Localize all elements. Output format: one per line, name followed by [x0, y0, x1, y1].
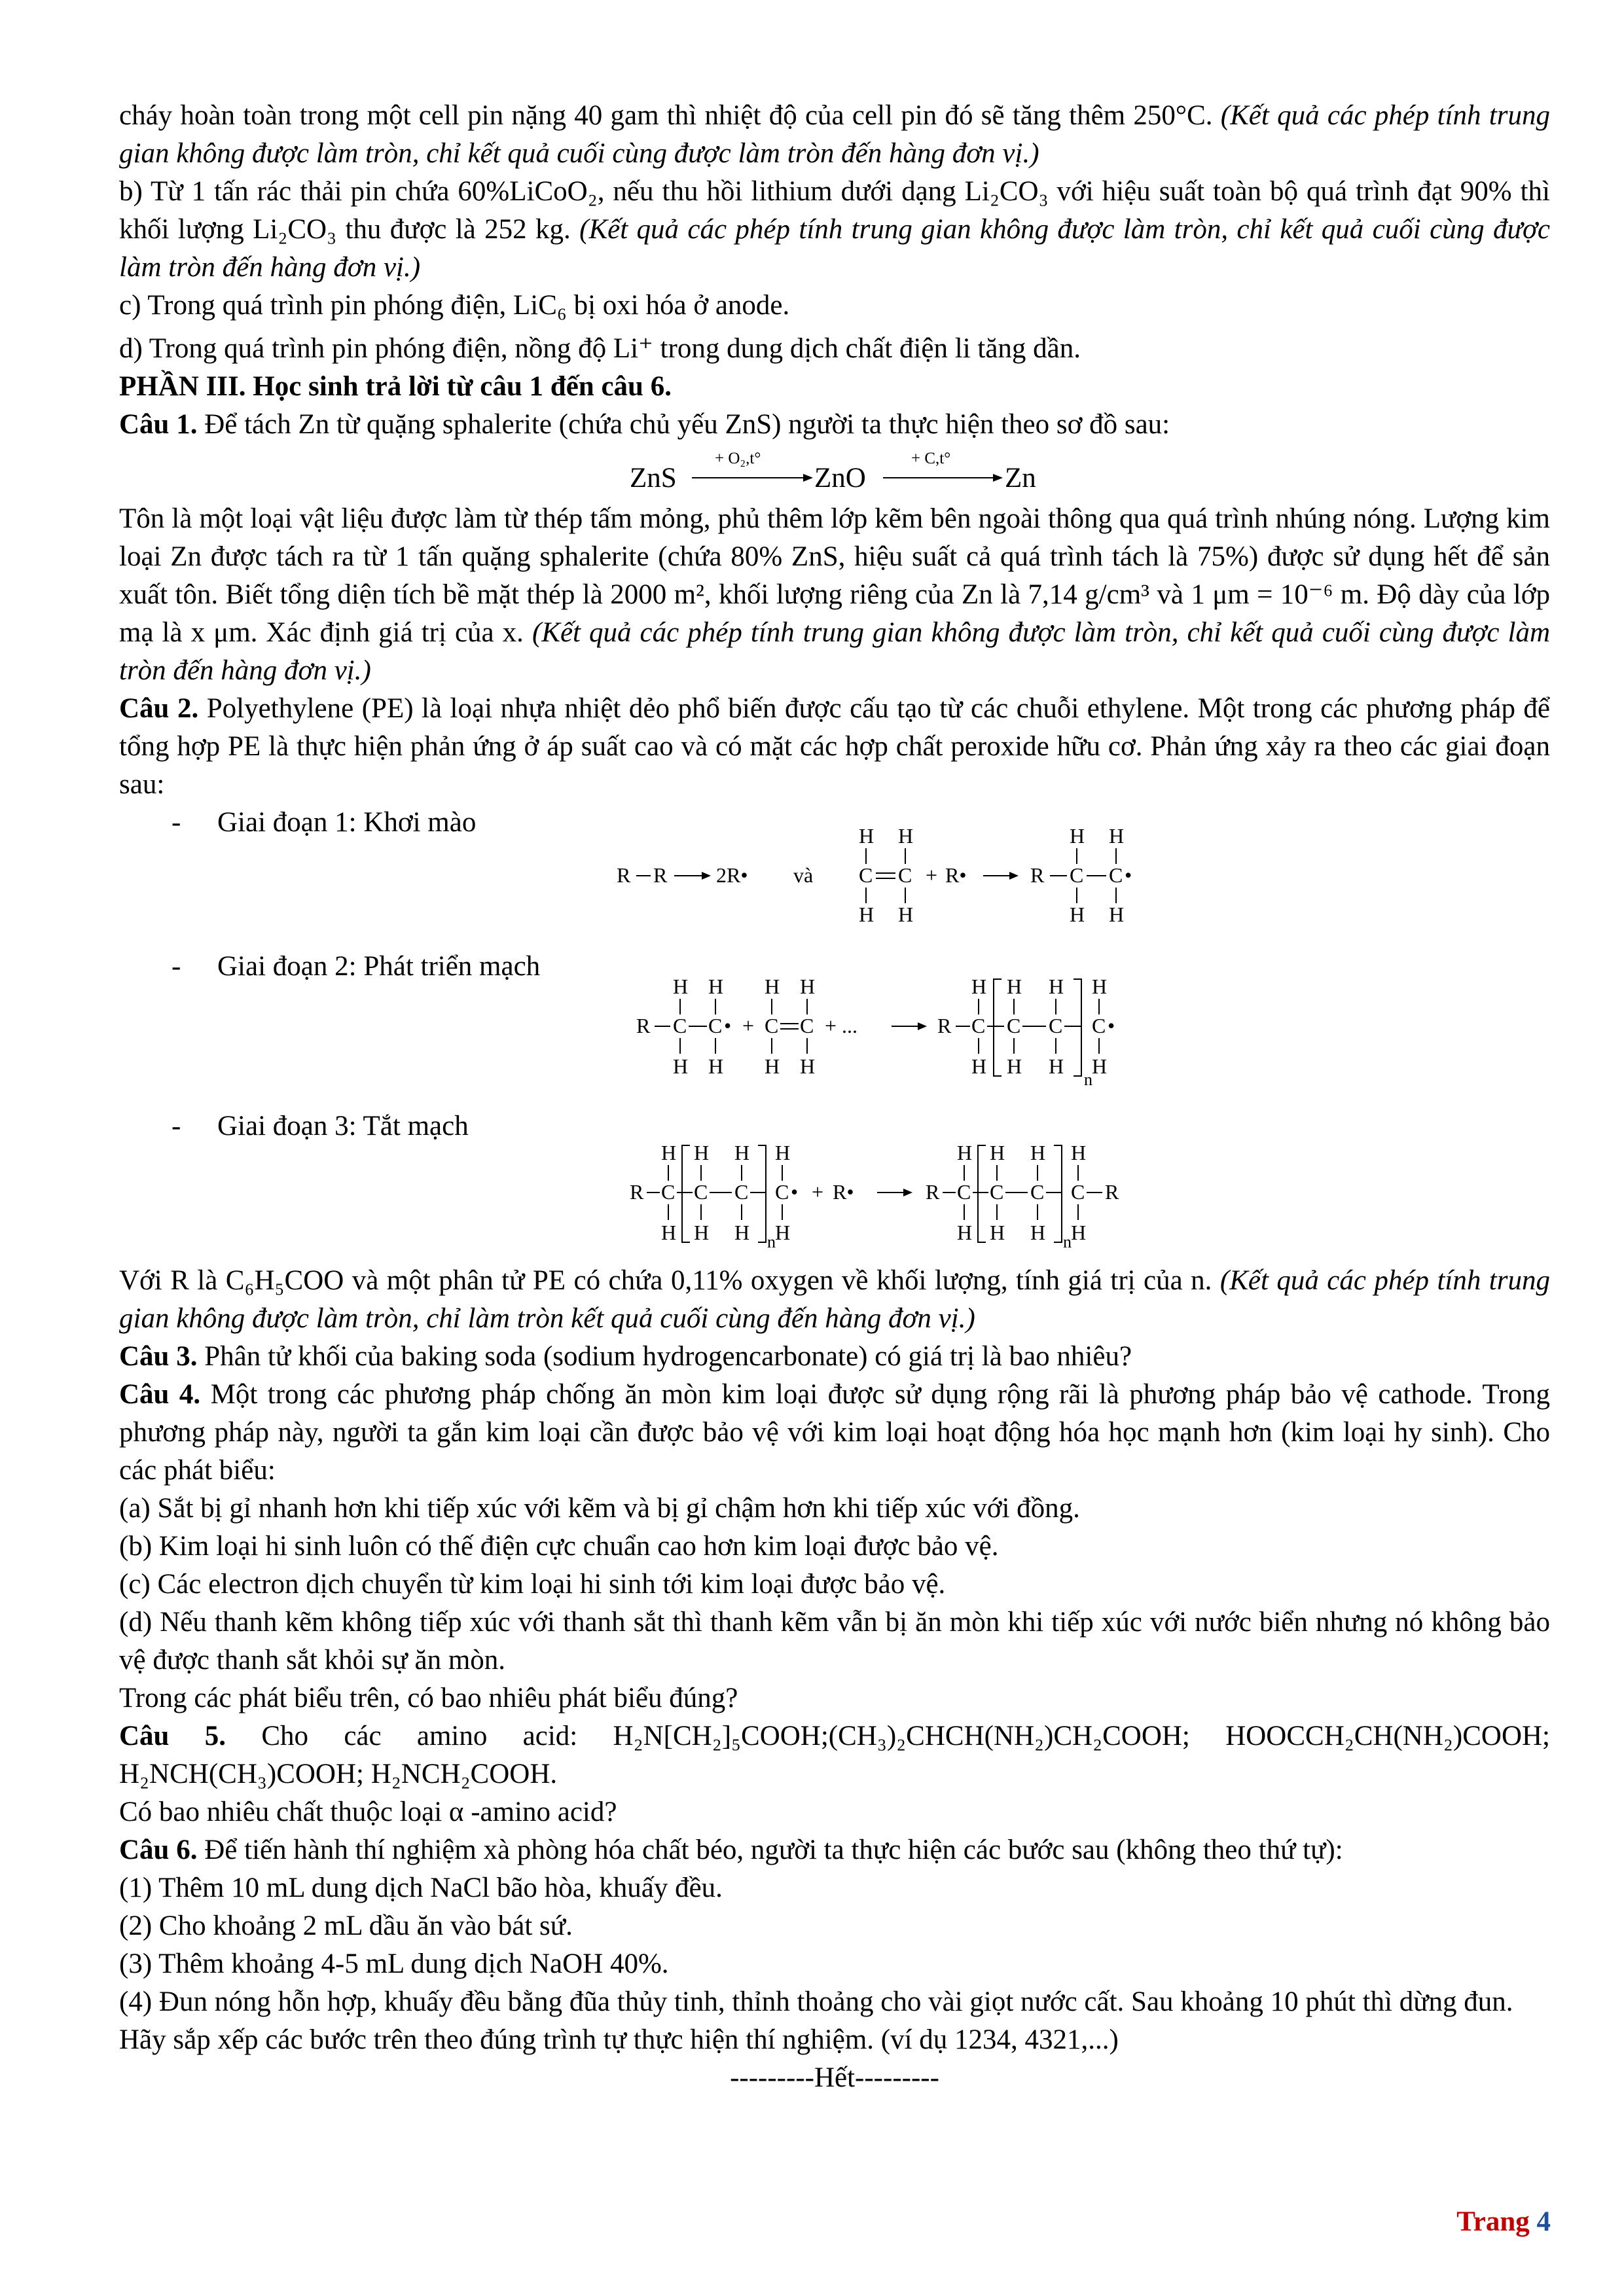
svg-text:C: C [859, 863, 873, 887]
svg-text:H: H [1070, 824, 1085, 848]
question-1: Câu 1. Để tách Zn từ quặng sphalerite (chứa chủ yếu ZnS) người ta thực hiện theo sơ đồ sau: [119, 409, 1170, 440]
question-4: Câu 4. Một trong các phương pháp chống ăn mòn kim loại được sử dụng rộng rãi là phương pháp bảo vệ cathode. Trong phương pháp này, người ta gắn kim loại cần được bảo vệ với kim loại hoạt động hóa học mạnh hơn (kim loại hy sinh). Cho các phát biểu: [119, 1379, 1550, 1486]
svg-text:H: H [957, 1141, 973, 1164]
svg-text:+ ...: + ... [825, 1014, 858, 1037]
svg-text:H: H [775, 1141, 791, 1164]
svg-text:R: R [653, 863, 668, 887]
svg-text:H: H [1071, 1141, 1087, 1164]
svg-text:R•: R• [945, 863, 967, 887]
svg-text:H: H [800, 975, 816, 998]
scheme-arrow1-head [803, 474, 813, 482]
question-6: Câu 6. Để tiến hành thí nghiệm xà phòng hóa chất béo, người ta thực hiện các bước sau (không theo thứ tự): [119, 1835, 1343, 1865]
svg-text:•: • [1125, 863, 1132, 887]
svg-text:H: H [800, 1054, 816, 1078]
scheme-arrow2-label: + C,t° [911, 450, 951, 467]
scheme-zns: ZnS [630, 463, 677, 493]
question-4-item-c: (c) Các electron dịch chuyển từ kim loại hi sinh tới kim loại được bảo vệ. [119, 1569, 946, 1600]
svg-text:C: C [694, 1180, 708, 1204]
question-6-step-2: (2) Cho khoảng 2 mL dầu ăn vào bát sứ. [119, 1910, 573, 1941]
svg-text:H: H [708, 1054, 724, 1078]
svg-text:+: + [742, 1014, 755, 1037]
svg-text:H: H [775, 1221, 791, 1244]
question-2: Câu 2. Polyethylene (PE) là loại nhựa nhiệt dẻo phổ biến được cấu tạo từ các chuỗi ethylene. Một trong các phương pháp để tổng hợp PE là thực hiện phản ứng ở áp suất cao và có mặt các hợp chất peroxide hữu cơ. Phản ứng xảy ra theo các giai đoạn sau: [119, 693, 1551, 800]
svg-text:R: R [926, 1180, 940, 1204]
svg-text:H: H [765, 975, 780, 998]
svg-text:R: R [1030, 863, 1045, 887]
svg-text:H: H [1070, 903, 1085, 926]
svg-text:C: C [957, 1180, 971, 1204]
svg-text:H: H [859, 824, 875, 848]
question-4-item-d: (d) Nếu thanh kẽm không tiếp xúc với thanh sắt thì thanh kẽm vẫn bị ăn mòn khi tiếp xúc với nước biển nhưng nó không bảo vệ được thanh sắt khỏi sự ăn mòn. [119, 1607, 1550, 1676]
page-number-value: 4 [1536, 2206, 1551, 2237]
svg-text:+: + [812, 1180, 824, 1204]
svg-text:C: C [708, 1014, 723, 1037]
svg-text:H: H [1092, 1054, 1108, 1078]
question-5: Câu 5. Cho các amino acid: H₂N[CH₂]₅COOH;(CH₃)₂CHCH(NH₂)CH₂COOH; HOOCCH₂CH(NH₂)COOH; H₂NCH(CH₃)COOH; H₂NCH₂COOH. [119, 1721, 1550, 1789]
scheme-zn: Zn [1005, 463, 1036, 493]
question-1-body: Tôn là một loại vật liệu được làm từ thép tấm mỏng, phủ thêm lớp kẽm bên ngoài thông qua quá trình nhúng nóng. Lượng kim loại Zn được tách ra từ 1 tấn quặng sphalerite (chứa 80% ZnS, hiệu suất cả quá trình tách là 75%) được sử dụng hết để sản xuất tôn. Biết tổng diện tích bề mặt thép là 2000 m², khối lượng riêng của Zn là 7,14 g/cm³ và 1 μm = 10⁻⁶ m. Độ dày của lớp mạ là x μm. Xác định giá trị của x. (Kết quả các phép tính trung gian không được làm tròn, chỉ kết quả cuối cùng được làm tròn đến hàng đơn vị.) [119, 503, 1551, 686]
propagation-formula [636, 975, 1115, 1088]
svg-text:H: H [1030, 1221, 1046, 1244]
stage-1-label: Giai đoạn 1: Khơi mào [217, 807, 477, 838]
svg-text:C: C [1109, 863, 1123, 887]
svg-text:C: C [775, 1180, 789, 1204]
statement-b: b) Từ 1 tấn rác thải pin chứa 60%LiCoO₂, nếu thu hồi lithium dưới dạng Li₂CO₃ với hiệu suất toàn bộ quá trình đạt 90% thì khối lượng Li₂CO₃ thu được là 252 kg. (Kết quả các phép tính trung gian không được làm tròn, chỉ kết quả cuối cùng được làm tròn đến hàng đơn vị.) [119, 176, 1550, 283]
svg-text:H: H [898, 824, 914, 848]
svg-text:H: H [1007, 1054, 1022, 1078]
svg-text:C: C [765, 1014, 779, 1037]
svg-text:R: R [636, 1014, 651, 1037]
svg-text:H: H [1109, 824, 1125, 848]
svg-text:H: H [694, 1221, 710, 1244]
svg-text:H: H [898, 903, 914, 926]
svg-text:H: H [990, 1141, 1005, 1164]
svg-text:R: R [937, 1014, 952, 1037]
svg-text:C: C [800, 1014, 814, 1037]
scheme-arrow2-head [993, 474, 1003, 482]
svg-text:C: C [971, 1014, 986, 1037]
svg-text:H: H [1007, 975, 1022, 998]
question-2-body: Với R là C₆H₅COO và một phân tử PE có chứa 0,11% oxygen về khối lượng, tính giá trị của n. (Kết quả các phép tính trung gian không được làm tròn, chỉ làm tròn kết quả cuối cùng đến hàng đơn vị.) [119, 1265, 1550, 1334]
svg-text:n: n [1063, 1232, 1072, 1247]
svg-text:H: H [1049, 1054, 1064, 1078]
svg-text:C: C [1071, 1180, 1085, 1204]
svg-text:C: C [673, 1014, 687, 1037]
svg-text:C: C [898, 863, 912, 887]
svg-text:C: C [1030, 1180, 1045, 1204]
svg-text:H: H [957, 1221, 973, 1244]
question-4-prompt: Trong các phát biểu trên, có bao nhiêu phát biểu đúng? [119, 1683, 738, 1713]
svg-text:H: H [673, 975, 689, 998]
question-6-prompt: Hãy sắp xếp các bước trên theo đúng trình tự thực hiện thí nghiệm. (ví dụ 1234, 4321,...) [119, 2024, 1119, 2055]
stage-2-label: Giai đoạn 2: Phát triển mạch [217, 951, 541, 982]
question-4-item-b: (b) Kim loại hi sinh luôn có thế điện cực chuẩn cao hơn kim loại được bảo vệ. [119, 1531, 999, 1562]
stage-2: - Giai đoạn 2: Phát triển mạch R H H C C • H H + H H C C H H + ... R H C H H H C C H H n H C • H [119, 948, 1550, 1088]
svg-text:H: H [1092, 975, 1108, 998]
svg-text:C: C [734, 1180, 749, 1204]
svg-text:và: và [793, 863, 814, 887]
question-3: Câu 3. Phân tử khối của baking soda (sodium hydrogencarbonate) có giá trị là bao nhiêu? [119, 1341, 1132, 1372]
page-number-label: Trang [1456, 2206, 1530, 2237]
svg-text:C: C [1070, 863, 1084, 887]
svg-text:•: • [1108, 1014, 1115, 1037]
statement-d: d) Trong quá trình pin phóng điện, nồng độ Li⁺ trong dung dịch chất điện li tăng dần. [119, 333, 1081, 364]
question-6-step-3: (3) Thêm khoảng 4-5 mL dung dịch NaOH 40%. [119, 1948, 669, 1979]
question-6-step-1: (1) Thêm 10 mL dung dịch NaCl bão hòa, khuấy đều. [119, 1873, 723, 1903]
svg-text:•: • [724, 1014, 732, 1037]
svg-text:H: H [990, 1221, 1005, 1244]
part-3-title: PHẦN III. Học sinh trả lời từ câu 1 đến câu 6. [119, 371, 672, 402]
question-4-item-a: (a) Sắt bị gỉ nhanh hơn khi tiếp xúc với kẽm và bị gỉ chậm hơn khi tiếp xúc với đồng. [119, 1493, 1080, 1524]
svg-text:•: • [791, 1180, 799, 1204]
stage-1: - Giai đoạn 1: Khơi mào R R 2R• và H H C C H H + R• R H H C C • H H [119, 804, 1550, 928]
svg-text:H: H [673, 1054, 689, 1078]
svg-text:C: C [1092, 1014, 1106, 1037]
end-mark: ---------Hết--------- [730, 2062, 939, 2093]
svg-text:C: C [1007, 1014, 1021, 1037]
svg-text:H: H [708, 975, 724, 998]
svg-text:H: H [1049, 975, 1064, 998]
zn-extraction-scheme [119, 444, 1550, 500]
svg-text:R: R [630, 1180, 644, 1204]
svg-text:C: C [1049, 1014, 1063, 1037]
svg-text:H: H [765, 1054, 780, 1078]
intro-line: cháy hoàn toàn trong một cell pin nặng 40 gam thì nhiệt độ của cell pin đó sẽ tăng thêm 250°C. (Kết quả các phép tính trung gian không được làm tròn, chỉ kết quả cuối cùng được làm tròn đến hàng đơn vị.) [119, 100, 1550, 169]
scheme-zno: ZnO [814, 463, 866, 493]
termination-formula [630, 1141, 1119, 1247]
question-6-step-4: (4) Đun nóng hỗn hợp, khuấy đều bằng đũa thủy tinh, thỉnh thoảng cho vài giọt nước cất. Sau khoảng 10 phút thì dừng đun. [119, 1986, 1513, 2017]
scheme-arrow1-label: + O₂,t° [715, 450, 761, 467]
svg-text:H: H [1109, 903, 1125, 926]
svg-text:H: H [859, 903, 875, 926]
svg-text:n: n [767, 1232, 776, 1247]
svg-text:R: R [1105, 1180, 1119, 1204]
svg-text:H: H [971, 1054, 987, 1078]
svg-text:+: + [926, 863, 938, 887]
svg-text:C: C [661, 1180, 676, 1204]
stage-3-label: Giai đoạn 3: Tắt mạch [217, 1111, 469, 1141]
svg-text:2R•: 2R• [716, 863, 748, 887]
svg-text:H: H [971, 975, 987, 998]
stage-3: - Giai đoạn 3: Tắt mạch R H C H H H C C H H n H C • H + R• R H C H H H C C H H n H C H R [119, 1107, 1550, 1247]
page-number [1456, 2206, 1551, 2238]
svg-text:R: R [617, 863, 631, 887]
initiation-formula [617, 824, 1132, 926]
document-page [119, 97, 1550, 2097]
question-5-prompt: Có bao nhiêu chất thuộc loại α -amino acid? [119, 1797, 617, 1827]
svg-text:H: H [1071, 1221, 1087, 1244]
svg-text:H: H [694, 1141, 710, 1164]
svg-text:H: H [661, 1221, 677, 1244]
statement-c: c) Trong quá trình pin phóng điện, LiC₆ bị oxi hóa ở anode. [119, 290, 790, 321]
svg-text:H: H [734, 1141, 750, 1164]
svg-text:C: C [990, 1180, 1004, 1204]
svg-text:R•: R• [833, 1180, 854, 1204]
svg-text:H: H [661, 1141, 677, 1164]
svg-text:n: n [1084, 1070, 1092, 1088]
svg-text:H: H [1030, 1141, 1046, 1164]
svg-text:H: H [734, 1221, 750, 1244]
